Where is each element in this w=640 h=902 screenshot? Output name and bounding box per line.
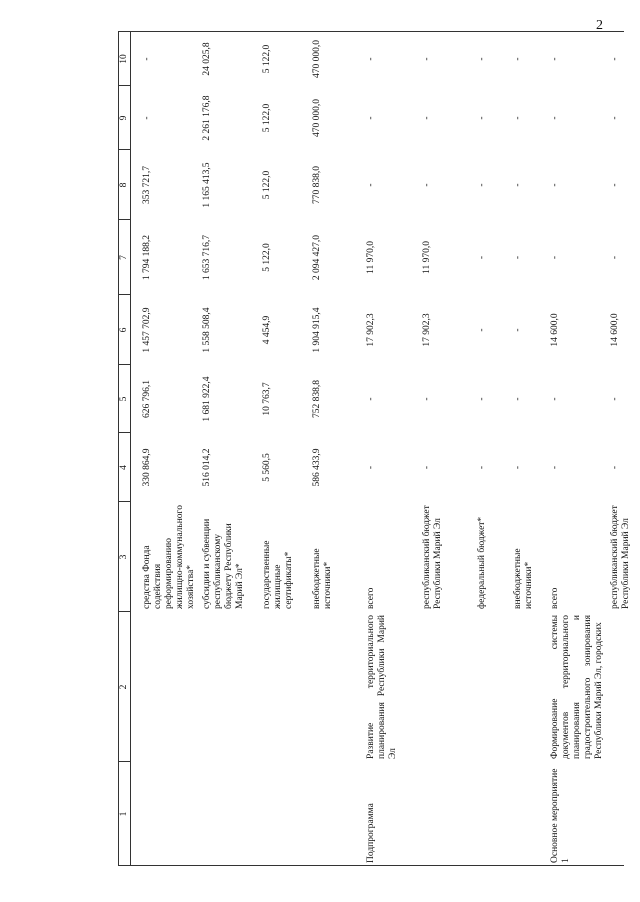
header-column-number: 5: [119, 396, 129, 402]
amount-value: 1 457 702,9: [142, 307, 152, 353]
funding-source: республиканский бюджет Республики Марий Эл: [610, 505, 631, 609]
row-type-label: Основное мероприятие 1: [550, 768, 571, 863]
funding-source: федеральный бюджет*: [477, 516, 487, 609]
amount-value: 5 560,5: [262, 453, 272, 482]
amount-value: -: [550, 57, 560, 61]
amount-value: 17 902,3: [422, 313, 432, 347]
amount-value: -: [422, 57, 432, 61]
amount-value: 770 838,0: [312, 166, 322, 204]
amount-value: -: [477, 57, 487, 61]
amount-value: -: [366, 116, 376, 120]
amount-value: 5 122,0: [262, 103, 272, 133]
amount-value: -: [550, 116, 560, 120]
amount-value: -: [366, 183, 376, 187]
amount-value: -: [366, 57, 376, 61]
header-column-number: 4: [119, 465, 129, 470]
amount-value: 24 025,8: [202, 42, 212, 76]
amount-value: -: [422, 183, 432, 187]
amount-value: -: [142, 116, 152, 120]
amount-value: 2 094 427,0: [312, 234, 322, 281]
amount-value: -: [513, 465, 523, 470]
header-column-number: 8: [119, 182, 129, 188]
amount-value: -: [477, 397, 487, 401]
amount-value: 10 763,7: [262, 382, 272, 416]
header-column-number: 6: [119, 327, 129, 333]
amount-value: -: [550, 255, 560, 260]
amount-value: 5 122,0: [262, 44, 272, 74]
amount-value: -: [366, 397, 376, 401]
amount-value: 470 000,0: [312, 99, 322, 137]
page-number: 2: [596, 18, 603, 33]
amount-value: -: [422, 465, 432, 470]
amount-value: 1 681 922,4: [202, 376, 212, 422]
amount-value: -: [477, 328, 487, 332]
amount-value: -: [477, 116, 487, 120]
amount-value: -: [422, 116, 432, 120]
amount-value: -: [513, 57, 523, 61]
header-column-number: 10: [119, 54, 129, 64]
amount-value: 2 261 176,8: [202, 95, 212, 141]
amount-value: 752 838,8: [312, 380, 322, 418]
funding-source: всего: [550, 587, 560, 609]
amount-value: 516 014,2: [202, 448, 212, 487]
rotated-table: [118, 32, 631, 866]
amount-value: 1 558 508,4: [202, 307, 212, 353]
amount-value: -: [610, 397, 620, 401]
amount-value: 1 165 413,5: [202, 162, 212, 208]
amount-value: -: [366, 465, 376, 470]
amount-value: -: [477, 255, 487, 260]
header-bottom-border: [130, 32, 131, 866]
amount-value: 5 122,0: [262, 170, 272, 200]
amount-value: 11 970,0: [422, 241, 432, 274]
amount-value: -: [610, 57, 620, 61]
amount-value: -: [513, 116, 523, 120]
amount-value: 470 000,0: [312, 40, 322, 78]
amount-value: -: [477, 183, 487, 187]
amount-value: 14 600,0: [610, 313, 620, 347]
header-column-number: 1: [119, 811, 129, 817]
amount-value: 330 864,9: [142, 448, 152, 487]
header-column-number: 2: [119, 684, 129, 690]
amount-value: -: [422, 397, 432, 401]
amount-value: 1 904 915,4: [312, 307, 322, 353]
header-column-number: 3: [119, 554, 129, 560]
funding-source: государственные жилищные сертификаты*: [262, 540, 294, 609]
header-column-number: 9: [119, 115, 129, 121]
funding-source: республиканский бюджет Республики Марий Эл: [422, 505, 443, 609]
amount-value: -: [550, 397, 560, 401]
amount-value: -: [513, 255, 523, 260]
amount-value: 5 122,0: [262, 243, 272, 272]
amount-value: -: [610, 255, 620, 260]
amount-value: 353 721,7: [142, 166, 152, 204]
row-title: Формирование системы документов территориального планирования и градостроительного зонирования Республики Марий Эл, городских: [550, 615, 604, 759]
amount-value: 1 794 188,2: [142, 234, 152, 281]
amount-value: -: [550, 465, 560, 470]
amount-value: 1 653 716,7: [202, 234, 212, 281]
row-title: Развитие территориального планирования Республики Марий Эл: [366, 615, 398, 759]
amount-value: -: [477, 465, 487, 470]
amount-value: 586 433,9: [312, 448, 322, 487]
row-type-label: Подпрограмма: [366, 803, 376, 863]
funding-source: внебюджетные источники*: [312, 548, 333, 609]
amount-value: 17 902,3: [366, 313, 376, 347]
funding-source: средства Фонда содействия реформированию жилищно-коммунального хозяйства*: [142, 505, 196, 609]
amount-value: -: [513, 183, 523, 187]
amount-value: -: [513, 397, 523, 401]
amount-value: 626 796,1: [142, 380, 152, 418]
amount-value: 14 600,0: [550, 313, 560, 347]
amount-value: -: [610, 465, 620, 470]
amount-value: -: [610, 183, 620, 187]
amount-value: 4 454,9: [262, 315, 272, 345]
amount-value: 11 970,0: [366, 241, 376, 274]
amount-value: -: [550, 183, 560, 187]
funding-source: субсидии и субвенции республиканскому бюджету Республики Марий Эл*: [202, 518, 245, 609]
header-column-number: 7: [119, 255, 129, 260]
amount-value: -: [610, 116, 620, 120]
funding-source: всего: [366, 587, 376, 609]
amount-value: -: [513, 328, 523, 332]
funding-source: внебюджетные источники*: [513, 548, 534, 609]
amount-value: -: [142, 57, 152, 61]
